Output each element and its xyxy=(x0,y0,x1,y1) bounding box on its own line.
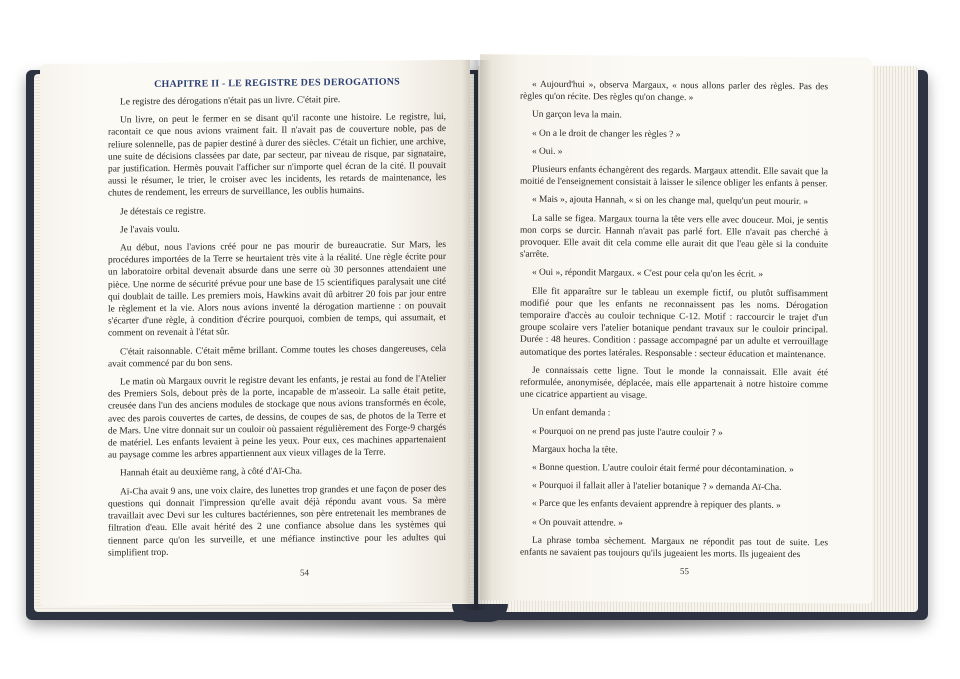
paragraph: La salle se figea. Margaux tourna la tête vers elle avec douceur. Moi, je sentis mon corps se durcir. Hannah n'avait pas parlé fort. Elle n'avait pas cherché à provoquer. Elle avait dit cela comme elle aurait dit que l'eau gèle si la conduite s'arrête. xyxy=(520,213,828,261)
left-page xyxy=(40,60,470,607)
paragraph: Je l'avais voulu. xyxy=(120,224,180,236)
paragraph: Hannah était au deuxième rang, à côté d'Aï-Cha. xyxy=(120,466,303,479)
paragraph: « Pourquoi il fallait aller à l'atelier botanique ? » demanda Aï-Cha. xyxy=(532,481,782,494)
paragraph: « On pouvait attendre. » xyxy=(532,517,623,529)
page-number-right: 55 xyxy=(680,566,689,577)
paragraph: « Aujourd'hui », observa Margaux, « nous allons parler des règles. Pas des règles qu'on récite. Des règles qu'on change. » xyxy=(520,79,828,104)
book-gutter xyxy=(462,60,492,610)
paragraph: Au début, nous l'avions créé pour ne pas mourir de bureaucratie. Sur Mars, les procédures importées de la Terre se heurtaient très vite à la réalité. Une règle écrite pour un laboratoire orbital devenait absurde dans une serre où 30 personnes attendaient une pièce. Une norme de sécurité prévue pour une base de 15 scientifiques paralysait une cité qui doublait de taille. Les premiers mois, Hawkins avait dû arbitrer 20 fois par jour entre le règlement et la vie. Alors nous avions inventé la dérogation martienne : on pouvait s'écarter d'une règle, à condition d'écrire pourquoi, combien de temps, qui assumait, et comment on revenait à l'état sûr. xyxy=(108,240,446,339)
paragraph: « Mais », ajouta Hannah, « si on les change mal, quelqu'un peut mourir. » xyxy=(532,195,809,208)
paragraph: « Parce que les enfants devaient apprendre à repiquer des plants. » xyxy=(532,499,781,512)
paragraph: Aï-Cha avait 9 ans, une voix claire, des lunettes trop grandes et une façon de poser des questions qui donnait l'impression qu'elle avait déjà répondu avant vous. Sa mère travaillait avec Devi sur les cultures bactériennes, son père entretenait les membranes de filtration d'eau. Elle avait hérité des 2 une confiance absolue dans les systèmes qui tiennent parce qu'on les surveille, et une méfiance instinctive pour les adultes qui simplifient trop. xyxy=(108,483,446,559)
chapter-title: CHAPITRE II - LE REGISTRE DES DEROGATIONS xyxy=(154,76,400,91)
paragraph: « Pourquoi on ne prend pas juste l'autre couloir ? » xyxy=(532,426,723,439)
paragraph: Elle fit apparaître sur le tableau un exemple fictif, ou plutôt suffisamment modifié pour que les enfants ne reconnaissent pas les noms. Dérogation temporaire d'accès au couloir technique C-12. Motif : raccourcir le trajet d'un groupe scolaire vers l'atelier botanique pendant travaux sur le couloir principal. Durée : 48 heures. Condition : passage accompagné par un adulte et verrouillage automatique des portes latérales. Responsable : secteur éducation et maintenance. xyxy=(520,286,828,360)
right-page xyxy=(480,54,872,603)
paragraph: Un garçon leva la main. xyxy=(532,110,622,121)
paragraph: Le matin où Margaux ouvrit le registre devant les enfants, je restai au fond de l'Atelier des Premiers Sols, debout près de la porte, incapable de m'asseoir. La salle était petite, creusée dans l'un des anciens modules de stockage que nous avions transformés en école, avec des parois couvertes de cartes, de dessins, de coupes de sas, de photos de la Terre et de Mars. Une vitre donnait sur un couloir où passaient régulièrement des Forge-9 chargés de matériel. Les enfants levaient à peine les yeux. Pour eux, ces machines appartenaient au paysage comme les arbres appartiennent aux vieux villages de la Terre. xyxy=(108,374,446,461)
paragraph: Le registre des dérogations n'était pas un livre. C'était pire. xyxy=(120,95,341,108)
paragraph: « On a le droit de changer les règles ? » xyxy=(532,128,681,140)
paragraph: Je connaissais cette ligne. Tout le monde la connaissait. Elle avait été reformulée, anonymisée, déplacée, mais elle appartenait à notre histoire comme une cicatrice appartient au visage. xyxy=(520,365,828,402)
paragraph: Plusieurs enfants échangèrent des regards. Margaux attendit. Elle savait que la moitié de l'enseignement consistait à laisser le silence obliger les enfants à penser. xyxy=(520,164,828,190)
paragraph: « Oui. » xyxy=(532,146,563,157)
paragraph: Je détestais ce registre. xyxy=(120,206,206,218)
paragraph: Un enfant demanda : xyxy=(532,408,611,419)
paragraph: « Oui », répondit Margaux. « C'est pour cela qu'on les écrit. » xyxy=(532,268,764,281)
paragraph: Margaux hocha la tête. xyxy=(532,444,618,456)
paragraph: « Bonne question. L'autre couloir était fermé pour décontamination. » xyxy=(532,462,794,476)
page-number-left: 54 xyxy=(300,567,309,578)
paragraph: Un livre, on peut le fermer en se disant qu'il raconte une histoire. Le registre, lui, racontait ce que nous avions vraiment fait. Il n'avait pas de couverture noble, pas de reliure solennelle, pas de papier destiné à durer des siècles. C'était un fichier, une archive, une suite de décisions classées par date, par secteur, par niveau de risque, par signataire, par justification. Hermès pouvait l'afficher sur n'importe quel écran de la cité. Il pouvait aussi le résumer, le trier, le croiser avec les incidents, les retards de maintenance, les chutes de rendement, les erreurs de surveillance, les oublis humains. xyxy=(108,112,446,199)
paragraph: La phrase tomba sèchement. Margaux ne répondit pas tout de suite. Les enfants ne savaient pas toujours qu'ils jugeaient les morts. Ils jugeaient des xyxy=(520,535,828,561)
paragraph: C'était raisonnable. C'était même brillant. Comme toutes les choses dangereuses, cela avait commencé par du bon sens. xyxy=(108,343,446,370)
